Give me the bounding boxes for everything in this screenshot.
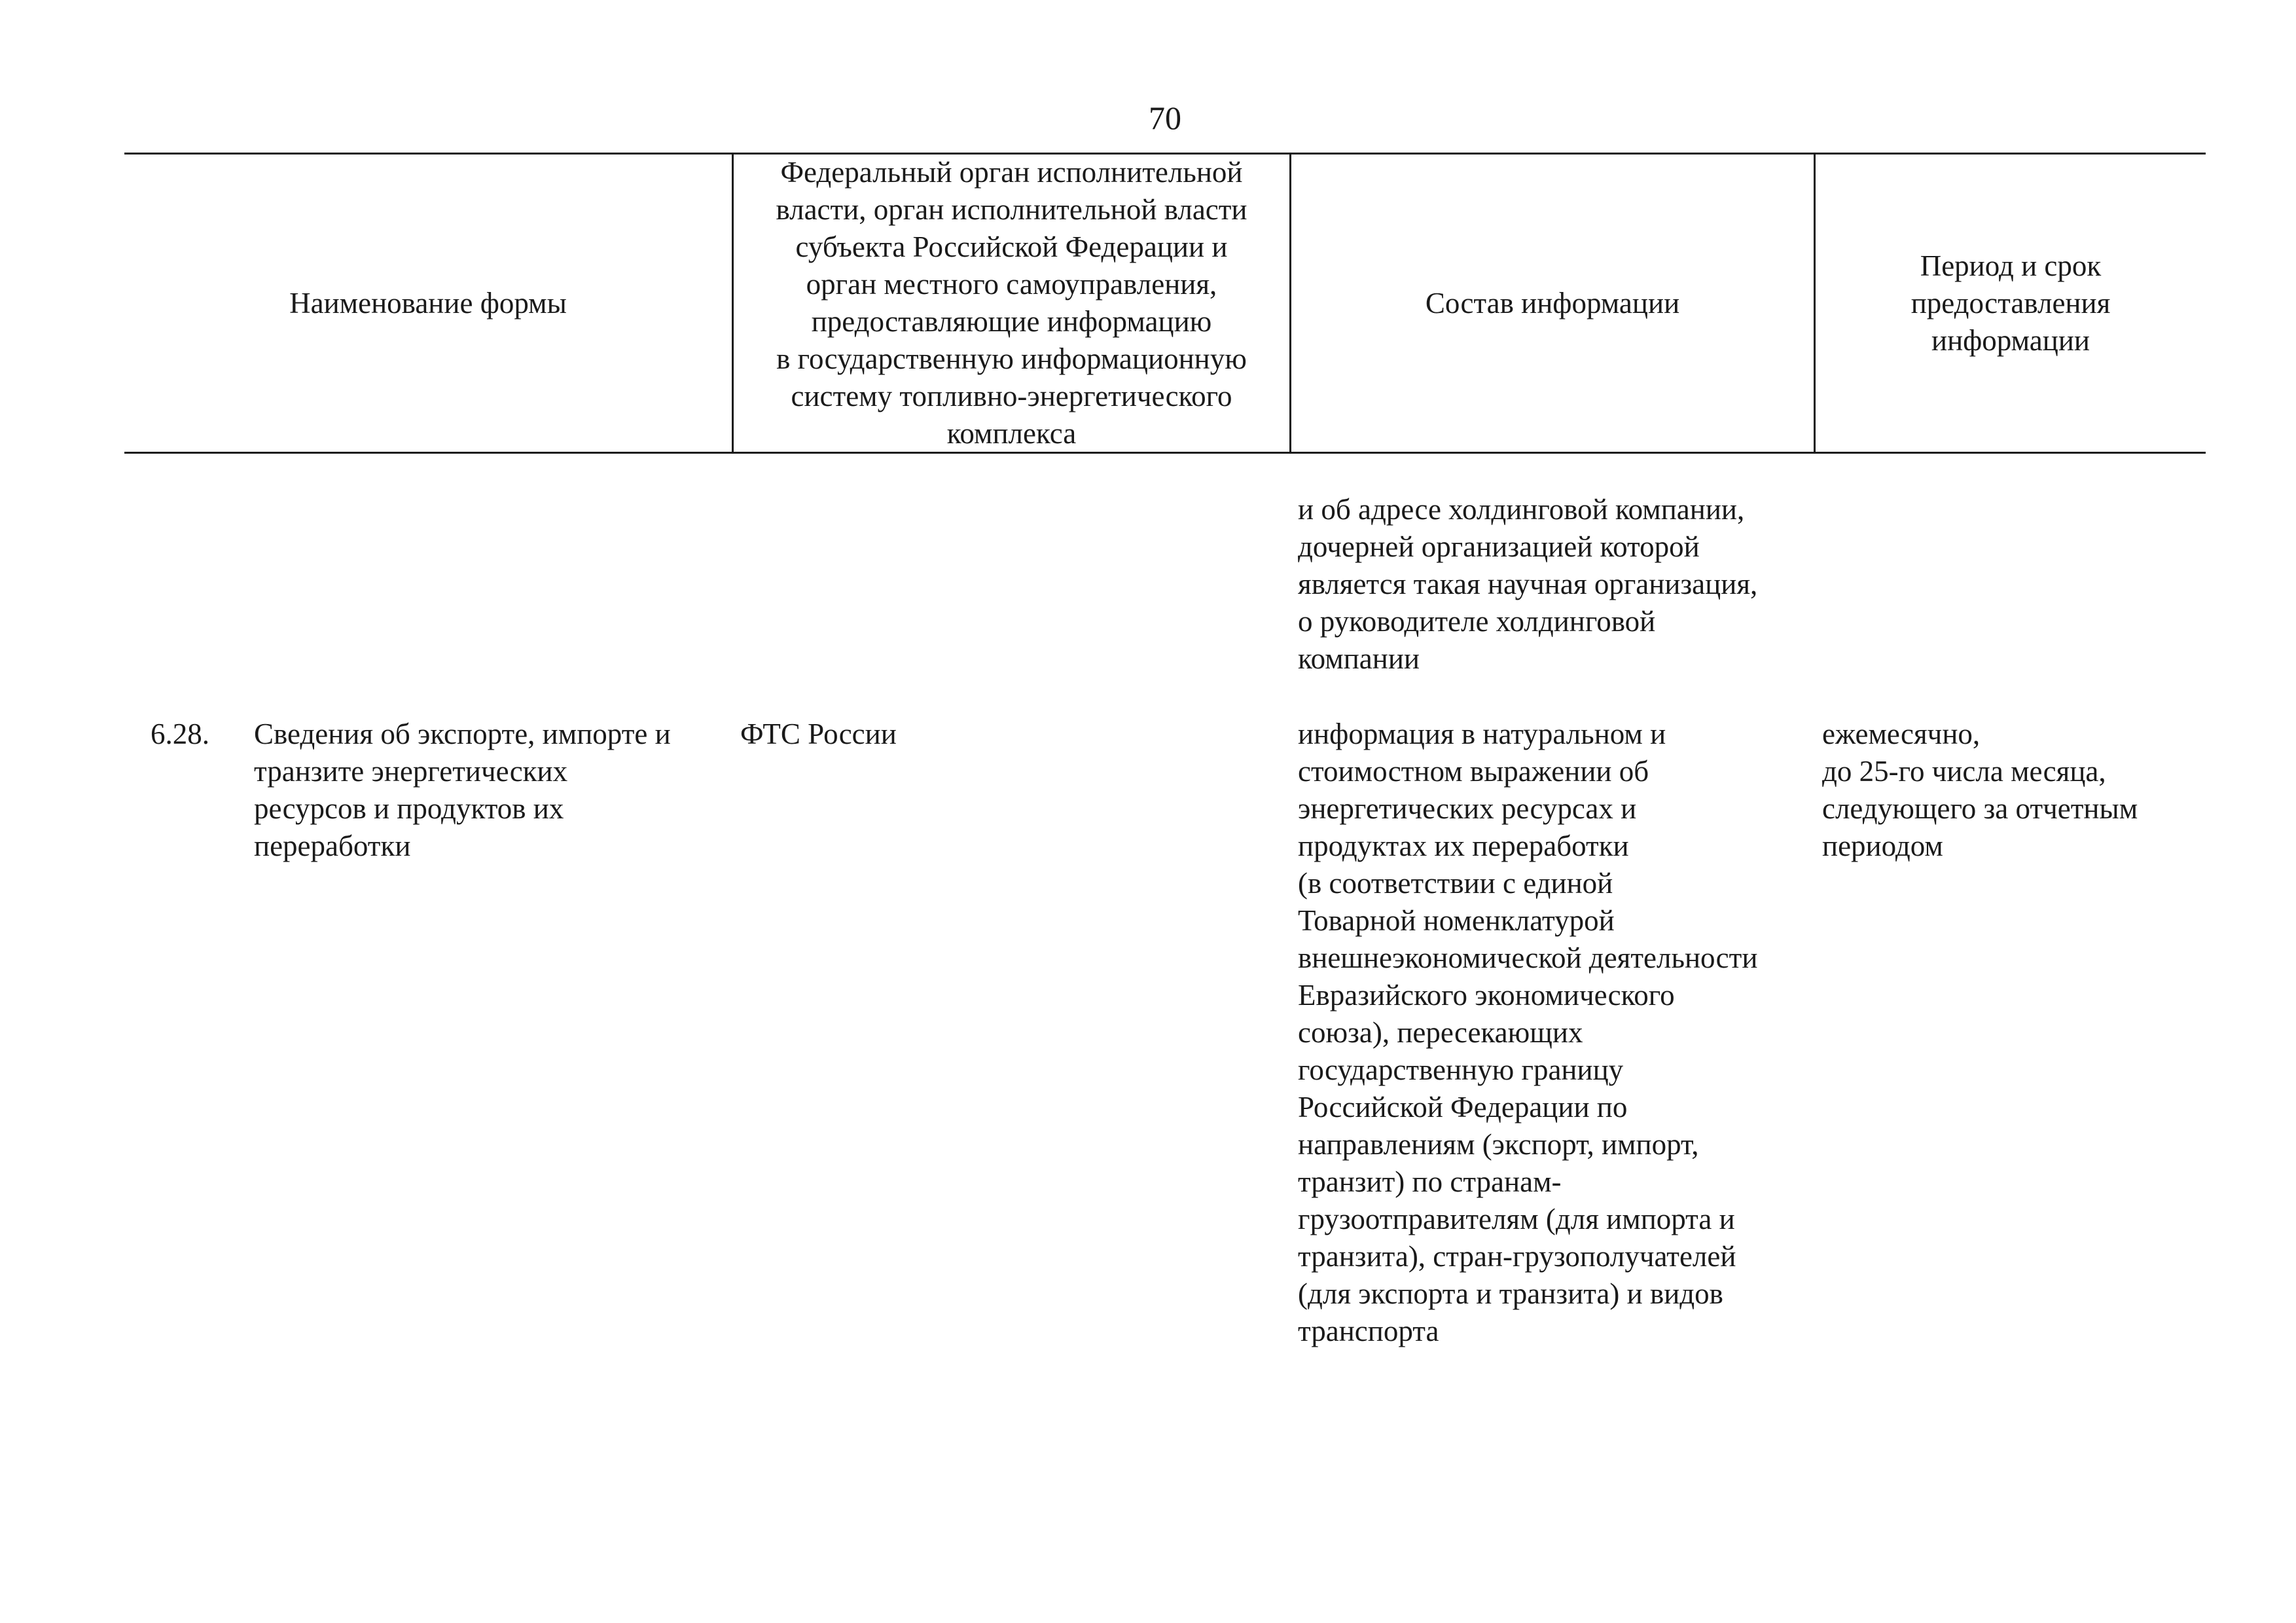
header-authority-line: в государственную информационную bbox=[776, 342, 1247, 375]
row-content-line: (в соответствии с единой bbox=[1298, 867, 1613, 900]
continuation-line: является такая научная организация, bbox=[1298, 568, 1758, 600]
header-authority-line: субъекта Российской Федерации и bbox=[795, 230, 1228, 263]
header-form-name-text: Наименование формы bbox=[289, 286, 567, 319]
row-form-name bbox=[254, 716, 671, 865]
header-authority-line: орган местного самоуправления, bbox=[806, 268, 1217, 301]
header-authority-text bbox=[776, 154, 1247, 452]
page-number: 70 bbox=[1149, 100, 1181, 136]
row-content bbox=[1298, 716, 1757, 1350]
header-content bbox=[1291, 155, 1814, 452]
header-period bbox=[1816, 155, 2206, 452]
row-form-name-line: ресурсов и продуктов их bbox=[254, 792, 564, 825]
row-period-line: периодом bbox=[1822, 830, 1943, 862]
row-authority-text: ФТС России bbox=[740, 718, 897, 750]
row-content-line: транзит) по странам- bbox=[1298, 1165, 1562, 1198]
continuation-line: компании bbox=[1298, 642, 1420, 675]
row-content-line: Товарной номенклатурой bbox=[1298, 904, 1615, 937]
row-content-line: транспорта bbox=[1298, 1315, 1439, 1347]
row-form-name-line: Сведения об экспорте, импорте и bbox=[254, 718, 671, 750]
continuation-content bbox=[1298, 491, 1757, 678]
row-form-name-line: переработки bbox=[254, 830, 411, 862]
header-authority bbox=[734, 155, 1289, 452]
header-authority-line: Федеральный орган исполнительной bbox=[780, 156, 1243, 189]
row-content-line: государственную границу bbox=[1298, 1053, 1624, 1086]
row-authority bbox=[740, 716, 897, 753]
row-period-line: до 25-го числа месяца, bbox=[1822, 755, 2106, 788]
row-content-line: Евразийского экономического bbox=[1298, 979, 1675, 1012]
header-period-line: предоставления bbox=[1910, 286, 2111, 319]
row-period-line: следующего за отчетным bbox=[1822, 792, 2138, 825]
row-content-line: транзита), стран-грузополучателей bbox=[1298, 1240, 1736, 1273]
row-content-line: информация в натуральном и bbox=[1298, 718, 1666, 750]
header-period-text bbox=[1911, 247, 2111, 359]
continuation-line: о руководителе холдинговой bbox=[1298, 605, 1656, 638]
row-content-line: энергетических ресурсах и bbox=[1298, 792, 1637, 825]
header-authority-line: систему топливно-энергетического bbox=[791, 380, 1232, 412]
continuation-line: дочерней организацией которой bbox=[1298, 530, 1700, 563]
header-period-line: информации bbox=[1931, 323, 2090, 357]
row-content-line: (для экспорта и транзита) и видов bbox=[1298, 1277, 1723, 1310]
header-authority-line: комплекса bbox=[946, 417, 1077, 450]
row-content-line: Российской Федерации по bbox=[1298, 1091, 1628, 1123]
header-authority-line: власти, орган исполнительной власти bbox=[776, 193, 1247, 226]
row-number-text: 6.28. bbox=[151, 718, 209, 750]
row-content-line: стоимостном выражении об bbox=[1298, 755, 1649, 788]
row-number bbox=[151, 716, 209, 753]
continuation-line: и об адресе холдинговой компании, bbox=[1298, 493, 1745, 526]
row-content-line: продуктах их переработки bbox=[1298, 830, 1629, 862]
header-period-line: Период и срок bbox=[1920, 249, 2102, 282]
row-period-line: ежемесячно, bbox=[1822, 718, 1981, 750]
row-content-line: союза), пересекающих bbox=[1298, 1016, 1583, 1049]
header-authority-line: предоставляющие информацию bbox=[811, 305, 1212, 338]
row-content-line: направлениям (экспорт, импорт, bbox=[1298, 1128, 1699, 1161]
row-content-line: грузоотправителям (для импорта и bbox=[1298, 1203, 1735, 1235]
header-form-name bbox=[124, 155, 732, 452]
row-period bbox=[1822, 716, 2138, 865]
row-form-name-line: транзите энергетических bbox=[254, 755, 568, 788]
header-content-text: Состав информации bbox=[1425, 286, 1680, 319]
row-content-line: внешнеэкономической деятельности bbox=[1298, 941, 1758, 974]
